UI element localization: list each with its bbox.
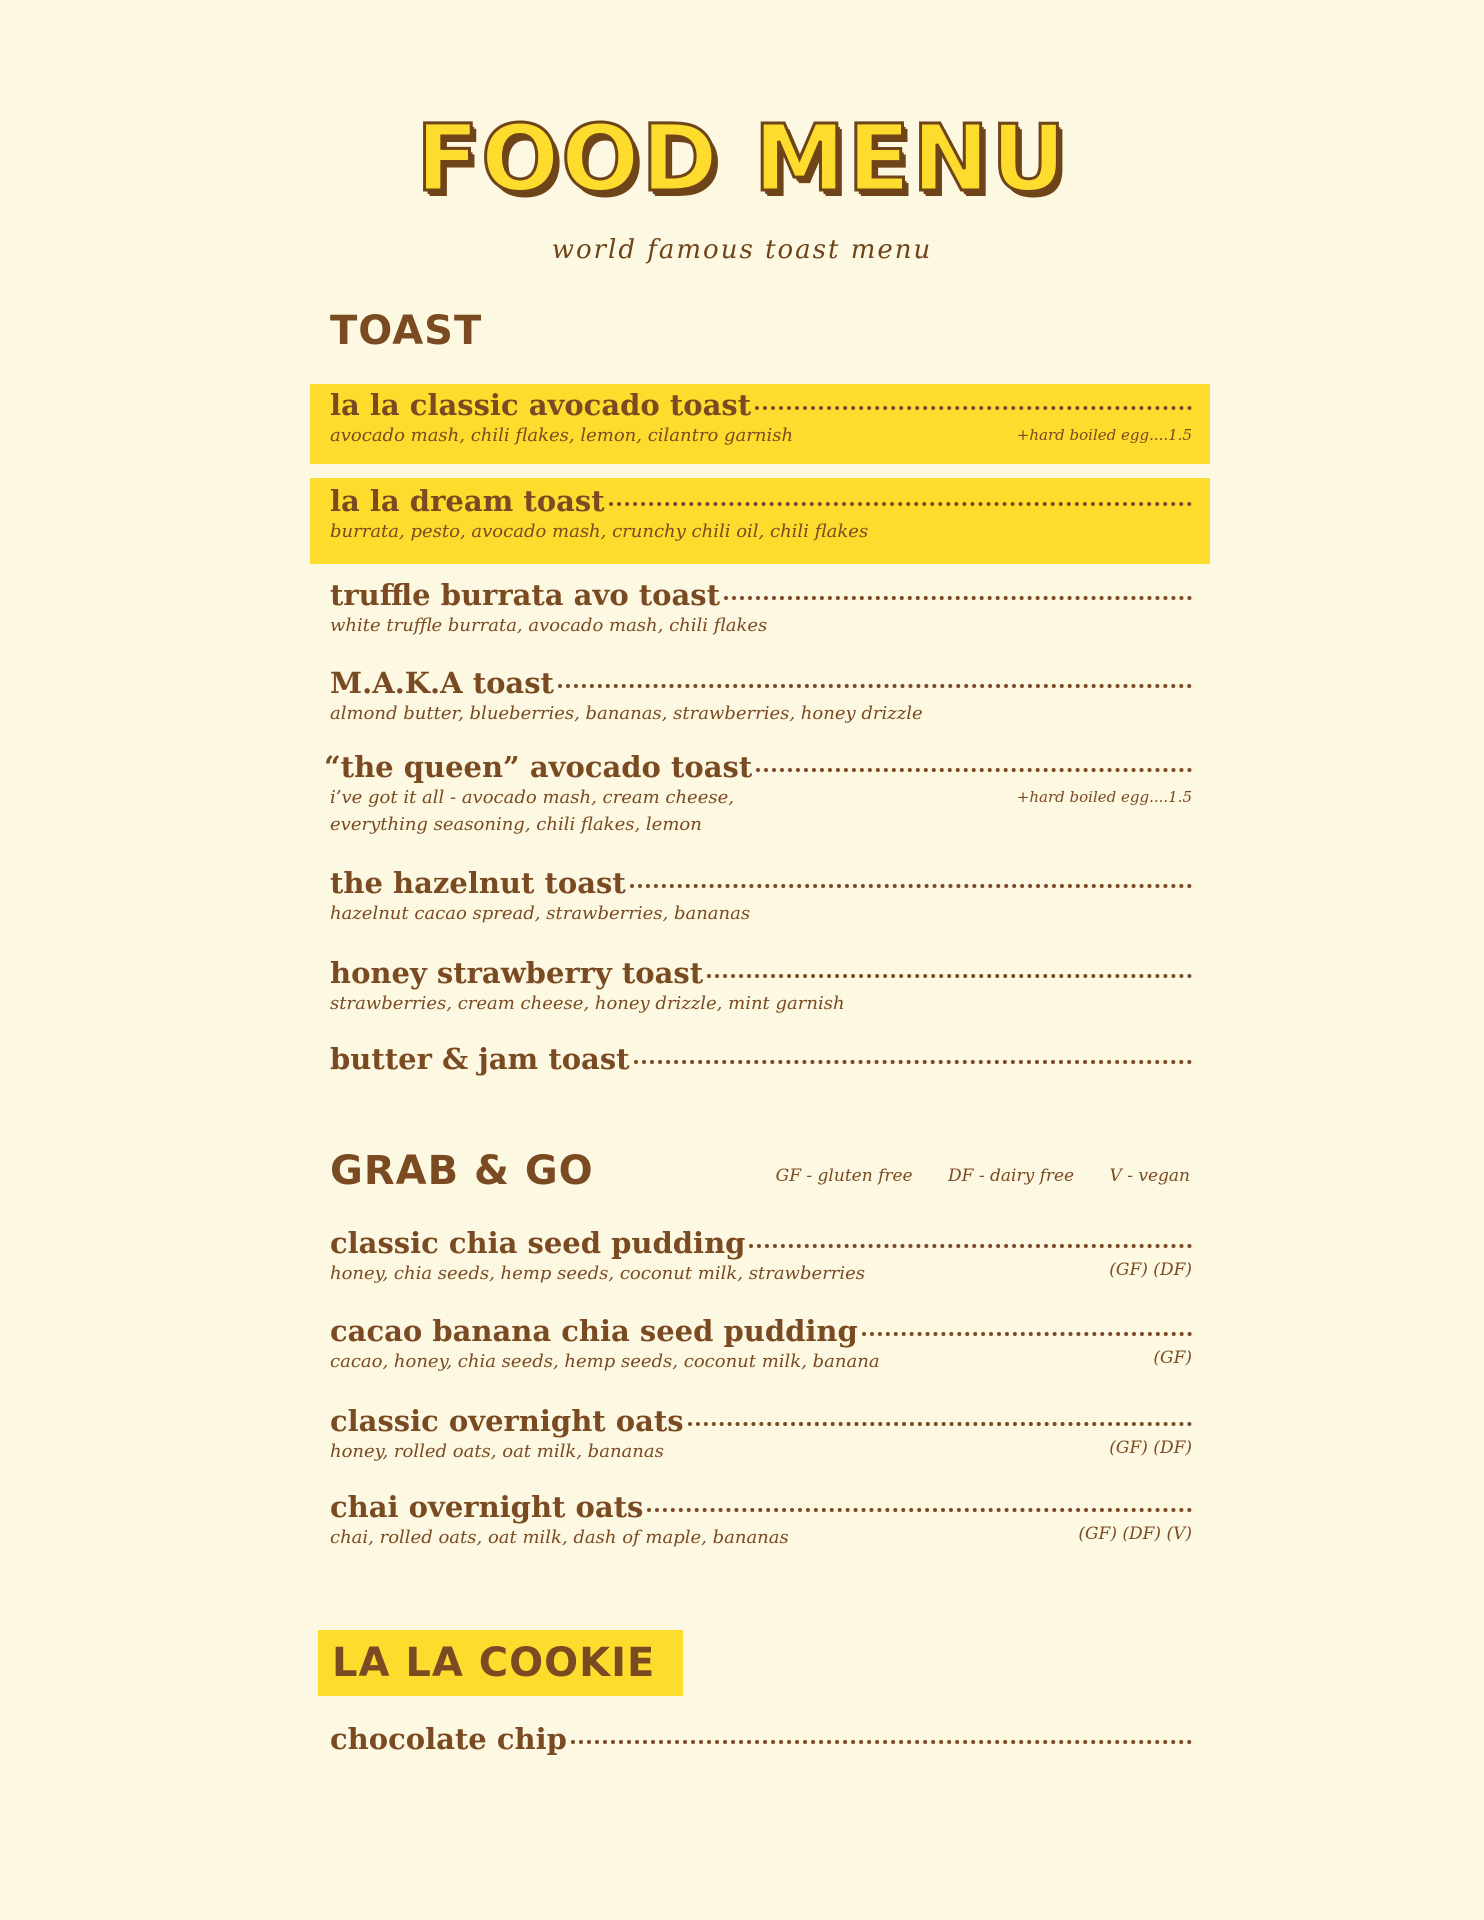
legend-gf: GF - gluten free [775,1166,913,1186]
item-name: classic overnight oats [330,1404,684,1438]
item-name: classic chia seed pudding [330,1226,746,1260]
menu-item [310,578,1210,639]
dot-leader [756,768,1192,772]
item-description-line-2: everything seasoning, chili flakes, lemon [330,814,702,835]
dot-leader [707,974,1192,978]
dietary-legend [0,1166,1190,1186]
dot-leader [755,406,1192,410]
item-description: chai, rolled oats, oat milk, dash of maple, bananas [330,1527,789,1548]
item-name: la la classic avocado toast [330,388,752,422]
section-heading-cookie: LA LA COOKIE [318,1630,683,1696]
item-description: almond butter, blueberries, bananas, strawberries, honey drizzle [330,703,923,724]
item-dietary-tags: (GF) (DF) (V) [1078,1524,1192,1544]
dot-leader [558,684,1192,688]
menu-item [310,1314,1210,1375]
item-description: strawberries, cream cheese, honey drizzle, mint garnish [330,993,845,1014]
legend-v: V - vegan [1109,1166,1190,1186]
dot-leader [571,1740,1192,1744]
menu-item [310,1722,1210,1756]
dot-leader [647,1508,1192,1512]
menu-item [310,956,1210,1017]
dot-leader [634,1060,1192,1064]
section-heading-toast: TOAST [330,308,483,354]
menu-item [310,1404,1210,1465]
menu-item [310,750,1210,838]
menu-item [310,1490,1210,1551]
menu-item [310,1042,1210,1076]
item-description: honey, chia seeds, hemp seeds, coconut milk, strawberries [330,1263,865,1284]
item-addon-note: +hard boiled egg....1.5 [1016,426,1192,444]
item-dietary-tags: (GF) (DF) [1109,1438,1192,1458]
item-description: avocado mash, chili flakes, lemon, cilantro garnish [330,425,794,446]
item-description: burrata, pesto, avocado mash, crunchy chili oil, chili flakes [330,521,869,542]
dot-leader [749,1244,1192,1248]
item-name: cacao banana chia seed pudding [330,1314,858,1348]
item-description: honey, rolled oats, oat milk, bananas [330,1441,664,1462]
item-name: honey strawberry toast [330,956,704,990]
section-heading-grab-go: GRAB & GO [330,1148,594,1194]
menu-item [310,1226,1210,1287]
dot-leader [609,502,1192,506]
item-dietary-tags: (GF) [1153,1348,1192,1368]
item-description: cacao, honey, chia seeds, hemp seeds, coconut milk, banana [330,1351,880,1372]
item-description: hazelnut cacao spread, strawberries, bananas [330,903,751,924]
legend-df: DF - dairy free [948,1166,1075,1186]
item-dietary-tags: (GF) (DF) [1109,1260,1192,1280]
item-addon-note: +hard boiled egg....1.5 [1016,788,1192,806]
dot-leader [724,596,1192,600]
item-description-line-1: i’ve got it all - avocado mash, cream cheese, [330,787,734,808]
menu-item [310,866,1210,927]
item-name: chai overnight oats [330,1490,644,1524]
dot-leader [862,1332,1192,1336]
menu-title: FOOD MENU [416,105,1068,212]
menu-item [310,478,1210,564]
item-name: the hazelnut toast [330,866,626,900]
menu-subtitle: world famous toast menu [551,235,933,265]
item-name: la la dream toast [330,484,605,518]
menu-item [310,666,1210,727]
item-name: M.A.K.A toast [330,666,554,700]
dot-leader [688,1422,1192,1426]
item-name: “the queen” avocado toast [324,750,753,784]
item-name: butter & jam toast [330,1042,630,1076]
item-name: chocolate chip [330,1722,567,1756]
item-description: white truffle burrata, avocado mash, chili flakes [330,615,768,636]
menu-item [310,384,1210,464]
dot-leader [630,884,1192,888]
item-name: truffle burrata avo toast [330,578,721,612]
